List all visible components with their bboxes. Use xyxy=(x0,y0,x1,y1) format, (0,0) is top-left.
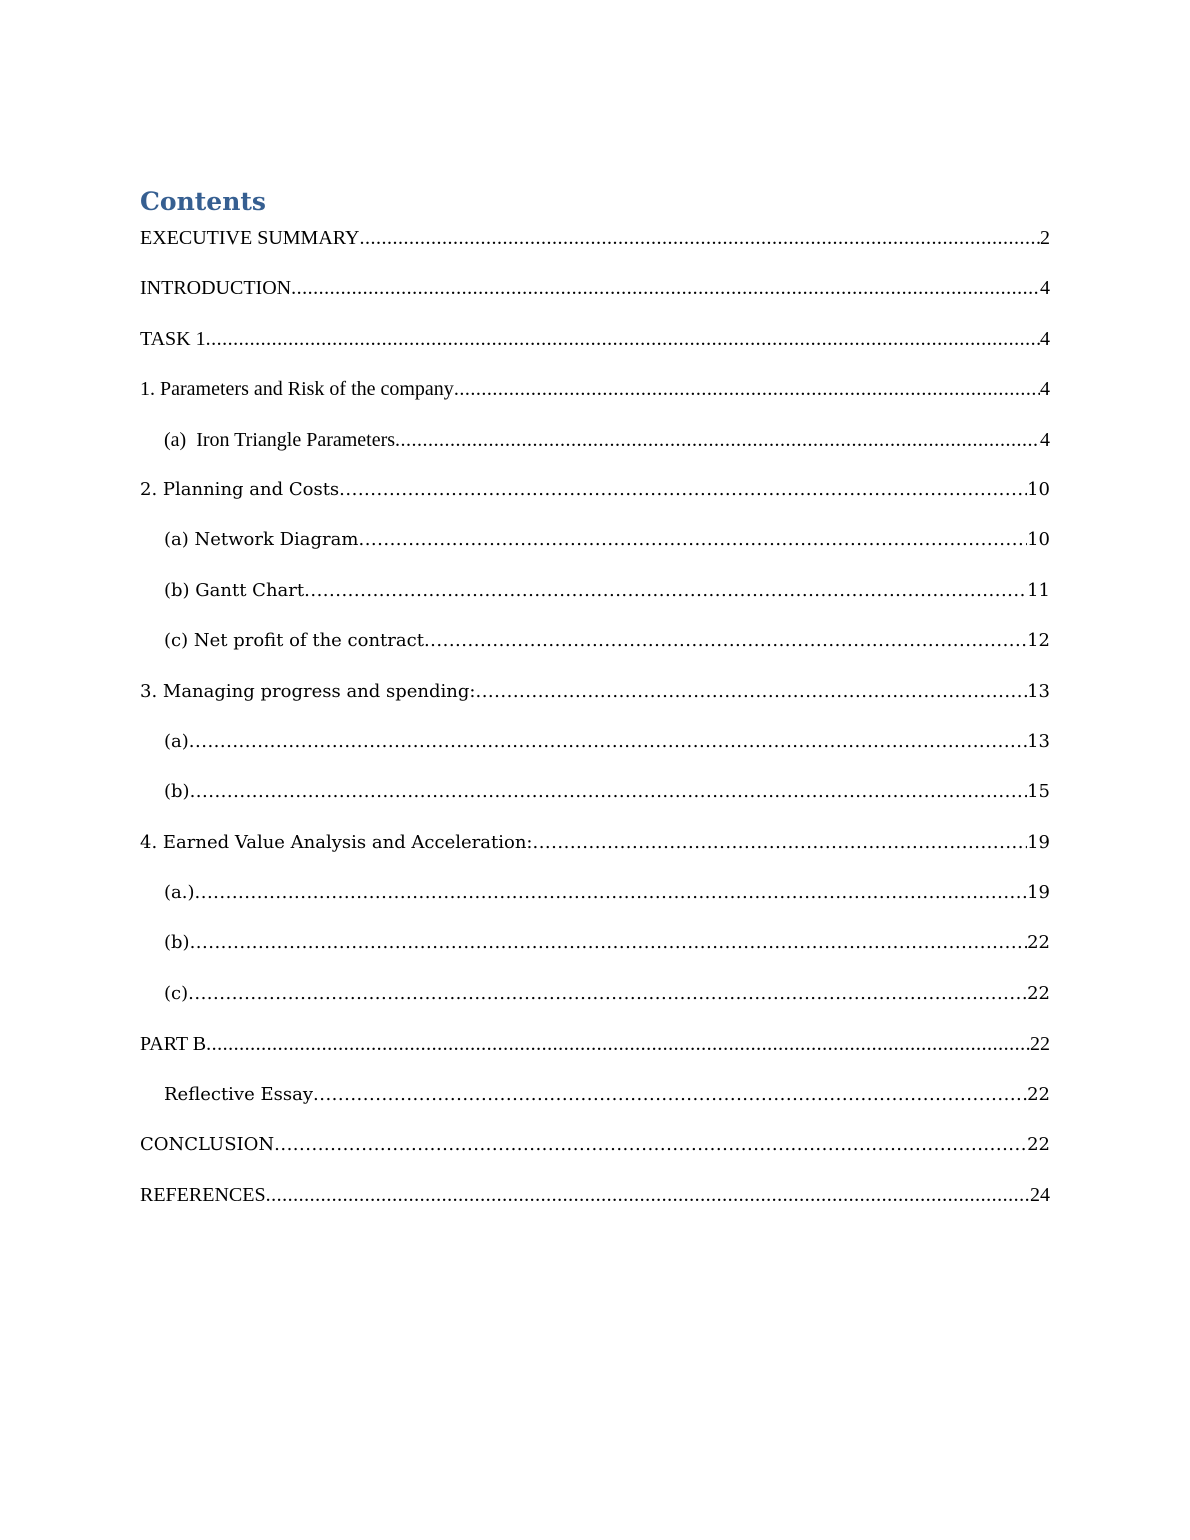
toc-dot-leader xyxy=(339,476,1027,504)
toc-entry-label: (c) Net profit of the contract xyxy=(164,630,424,652)
toc-page-number: 22 xyxy=(1027,1083,1050,1105)
toc-heading: Contents xyxy=(140,187,267,216)
toc-entry-managing-progress-b[interactable] xyxy=(140,778,1050,828)
toc-entry-part-b[interactable] xyxy=(140,1030,1050,1080)
toc-entry-managing-progress[interactable] xyxy=(140,678,1050,728)
toc-dot-leader xyxy=(304,577,1027,605)
toc-page-number: 22 xyxy=(1027,982,1050,1004)
toc-entry-label: REFERENCES xyxy=(140,1184,266,1207)
toc-entry-planning-and-costs[interactable] xyxy=(140,476,1050,526)
toc-dot-leader xyxy=(454,375,1040,403)
toc-page-number: 22 xyxy=(1030,1033,1050,1056)
toc-dot-leader xyxy=(313,1081,1027,1109)
toc-entry-label: INTRODUCTION xyxy=(140,277,292,300)
toc-entry-label: (a) Network Diagram xyxy=(164,529,359,551)
toc-entry-introduction[interactable] xyxy=(140,274,1050,324)
table-of-contents xyxy=(140,224,1050,1232)
toc-entry-iron-triangle-parameters[interactable] xyxy=(140,426,1050,476)
toc-page-number: 4 xyxy=(1040,428,1050,451)
toc-entry-label: CONCLUSION xyxy=(140,1134,275,1156)
toc-page-number: 13 xyxy=(1027,730,1050,752)
toc-page-number: 22 xyxy=(1027,932,1050,954)
toc-entry-label: (c) xyxy=(164,982,189,1004)
toc-entry-conclusion[interactable] xyxy=(140,1131,1050,1181)
toc-entry-task-1[interactable] xyxy=(140,325,1050,375)
toc-entry-network-diagram[interactable] xyxy=(140,526,1050,576)
toc-entry-managing-progress-a[interactable] xyxy=(140,728,1050,778)
toc-entry-earned-value-c[interactable] xyxy=(140,980,1050,1030)
toc-entry-label: EXECUTIVE SUMMARY xyxy=(140,227,360,249)
toc-page-number: 22 xyxy=(1027,1134,1050,1156)
toc-dot-leader xyxy=(358,526,1027,554)
toc-dot-leader xyxy=(359,224,1040,252)
toc-page-number: 10 xyxy=(1027,478,1050,500)
toc-dot-leader xyxy=(206,1030,1030,1058)
toc-dot-leader xyxy=(195,879,1028,907)
toc-page-number: 2 xyxy=(1040,227,1050,249)
toc-entry-earned-value-analysis[interactable] xyxy=(140,829,1050,879)
toc-entry-label: PART B xyxy=(140,1033,207,1056)
toc-entry-label: Reflective Essay xyxy=(164,1083,313,1105)
toc-dot-leader xyxy=(190,929,1028,957)
toc-page-number: 4 xyxy=(1040,277,1050,300)
toc-entry-label: TASK 1 xyxy=(140,327,206,350)
toc-entry-references[interactable] xyxy=(140,1181,1050,1231)
toc-entry-label: (b) xyxy=(164,781,190,803)
toc-dot-leader xyxy=(188,980,1027,1008)
toc-page-number: 10 xyxy=(1027,529,1050,551)
toc-page-number: 24 xyxy=(1030,1184,1050,1207)
toc-entry-label: 2. Planning and Costs xyxy=(140,478,340,500)
toc-dot-leader xyxy=(532,829,1027,857)
toc-page-number: 11 xyxy=(1027,579,1050,601)
toc-entry-earned-value-b[interactable] xyxy=(140,929,1050,979)
toc-dot-leader xyxy=(189,728,1027,756)
toc-entry-label: (a) xyxy=(164,730,189,752)
toc-dot-leader xyxy=(266,1181,1030,1209)
toc-entry-parameters-and-risk[interactable] xyxy=(140,375,1050,425)
toc-dot-leader xyxy=(274,1131,1027,1159)
toc-dot-leader xyxy=(190,778,1028,806)
toc-entry-label: 1. Parameters and Risk of the company xyxy=(140,378,454,401)
toc-page-number: 4 xyxy=(1040,378,1050,401)
toc-page-number: 15 xyxy=(1027,781,1050,803)
toc-entry-label: 3. Managing progress and spending: xyxy=(140,680,476,702)
toc-dot-leader xyxy=(395,426,1040,454)
toc-entry-reflective-essay[interactable] xyxy=(140,1081,1050,1131)
toc-entry-net-profit[interactable] xyxy=(140,627,1050,677)
toc-entry-label: (b) xyxy=(164,932,190,954)
toc-page-number: 4 xyxy=(1040,327,1050,350)
toc-entry-executive-summary[interactable] xyxy=(140,224,1050,274)
toc-page-number: 12 xyxy=(1027,630,1050,652)
toc-dot-leader xyxy=(424,627,1027,655)
toc-page-number: 13 xyxy=(1027,680,1050,702)
toc-entry-gantt-chart[interactable] xyxy=(140,577,1050,627)
toc-dot-leader xyxy=(206,325,1040,353)
toc-entry-label: (a) Iron Triangle Parameters xyxy=(164,428,396,451)
toc-entry-earned-value-a[interactable] xyxy=(140,879,1050,929)
toc-entry-label: (b) Gantt Chart xyxy=(164,579,305,601)
toc-dot-leader xyxy=(291,274,1040,302)
toc-page-number: 19 xyxy=(1027,882,1050,904)
toc-entry-label: 4. Earned Value Analysis and Acceleration: xyxy=(140,831,533,853)
toc-entry-label: (a.) xyxy=(164,882,195,904)
toc-page-number: 19 xyxy=(1027,831,1050,853)
toc-dot-leader xyxy=(475,678,1027,706)
